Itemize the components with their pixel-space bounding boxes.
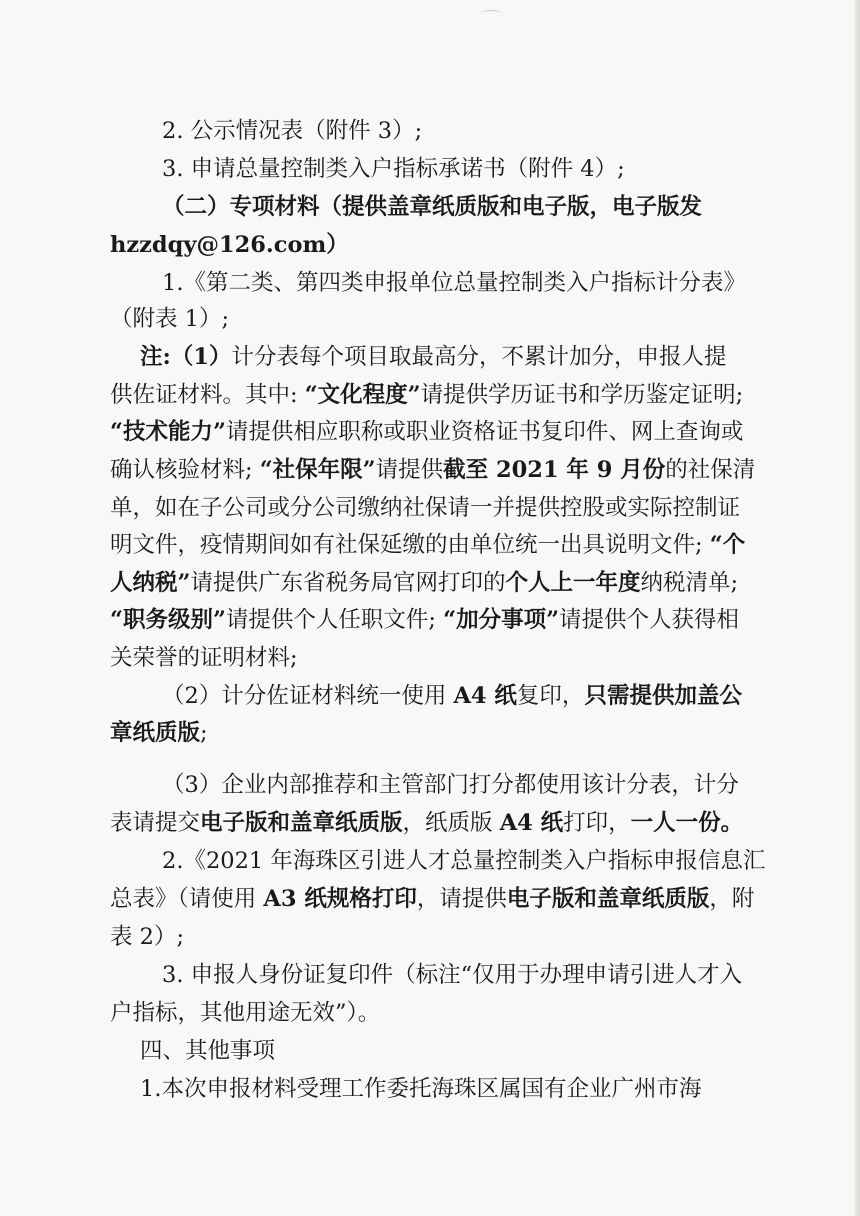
bold-text-segment: 个人上一年度 [505,570,641,596]
bold-text-segment: “技术能力” [110,419,226,445]
line-appendix-2 [110,922,860,952]
line-email [110,230,860,260]
bold-text-segment: “社保年限” [259,457,376,483]
bold-text-segment: 电子版和盖章纸质版 [506,886,710,912]
text-segment: 请提供相应职称或职业资格证书复印件、网上查询或 [225,419,744,445]
text-segment: 3. 申报人身份证复印件（标注“仅用于办理申请引进人才入 [162,962,743,988]
note-education [110,380,860,410]
text-segment: 请提供个人任职文件; [225,607,444,633]
text-segment: 复印， [516,683,585,709]
section-heading-other-matters [140,1036,860,1066]
text-segment: 户指标，其他用途无效”）。 [110,1000,381,1026]
line-id-copy-end [110,998,860,1028]
text-segment: ; [200,720,208,746]
text-segment: 3. 申请总量控制类入户指标承诺书（附件 4）; [162,156,625,182]
text-segment: （2）计分佐证材料统一使用 [162,683,454,709]
bold-text-segment: hzzdqy@126.com） [110,232,349,258]
bold-text-segment: 截至 2021 年 9 月份 [443,457,666,483]
line-summary-a3 [110,884,860,914]
bold-text-segment: A4 纸 [499,810,564,836]
text-segment: 的社保清 [665,457,756,483]
bold-text-segment: “文化程度” [304,382,421,408]
line-score-table [162,268,860,298]
text-segment: 1.本次申报材料受理工作委托海珠区属国有企业广州市海 [140,1076,702,1102]
bold-text-segment: “个 [709,532,746,558]
line-appendix-1 [110,304,860,334]
bold-text-segment: （二）专项材料（提供盖章纸质版和电子版，电子版发 [162,194,703,220]
text-segment: 表 2）; [110,924,185,950]
note-2 [162,681,860,711]
text-segment: 总表》（请使用 [110,886,264,912]
note-epidemic [110,530,860,560]
section-heading-special-materials [162,192,860,222]
bold-text-segment: 电子版和盖章纸质版 [200,810,403,836]
line-id-copy [162,960,860,990]
bold-text-segment: “加分事项” [443,607,560,633]
text-segment: 纳税清单; [640,570,739,596]
line-attachment-3 [162,116,860,146]
note-tax [110,568,860,598]
text-segment: ，纸质版 [402,810,500,836]
note-social-security [110,455,860,485]
text-segment: 请提供个人获得相 [559,607,740,633]
text-segment: 2.《2021 年海珠区引进人才总量控制类入户指标申报信息汇 [162,848,766,874]
text-segment: 四、其他事项 [140,1038,276,1064]
note-tech-ability [110,417,860,447]
text-segment: 1.《第二类、第四类申报单位总量控制类入户指标计分表》 [162,270,746,296]
text-segment: 打印， [563,810,631,836]
line-summary-table [162,846,860,876]
scan-edge [854,0,860,1216]
bold-text-segment: A3 纸规格打印 [263,886,417,912]
text-segment: （3）企业内部推荐和主管部门打分都使用该计分表，计分 [162,772,739,798]
text-segment: 确认核验材料; [110,457,260,483]
note-3-end [110,808,860,838]
note-3 [162,770,860,800]
bold-text-segment: 章纸质版 [110,720,201,746]
bold-text-segment: “职务级别” [110,607,226,633]
text-segment: 明文件，疫情期间如有社保延缴的由单位统一出具说明文件; [110,532,710,558]
bold-text-segment: 注:（1） [140,344,232,370]
text-segment: （附表 1）; [110,306,230,332]
note-subsidiary [110,493,860,523]
scan-mark [480,10,502,19]
text-segment: 供佐证材料。其中: [110,382,305,408]
text-segment: 表请提交 [110,810,201,836]
text-segment: ，附 [709,886,755,912]
note-2-end [110,718,860,748]
text-segment: ，请提供 [416,886,507,912]
note-honors [110,643,860,673]
line-commitment-letter [162,154,860,184]
text-segment: 单，如在子公司或分公司缴纳社保请一并提供控股或实际控制证 [110,495,741,521]
note-position [110,605,860,635]
bold-text-segment: 只需提供加盖公 [584,683,742,709]
bold-text-segment: A4 纸 [453,683,517,709]
text-segment: 2. 公示情况表（附件 3）; [162,118,423,144]
bold-text-segment: 一人一份。 [630,810,744,836]
text-segment: 请提供广东省税务局官网打印的 [190,570,506,596]
text-segment: 请提供 [375,457,444,483]
text-segment: 计分表每个项目取最高分，不累计加分，申报人提 [231,344,727,370]
text-segment: 请提供学历证书和学历鉴定证明; [420,382,744,408]
line-other-1 [140,1074,860,1104]
bold-text-segment: 人纳税” [110,570,191,596]
note-1-start [140,342,860,372]
text-segment: 关荣誉的证明材料; [110,645,298,671]
